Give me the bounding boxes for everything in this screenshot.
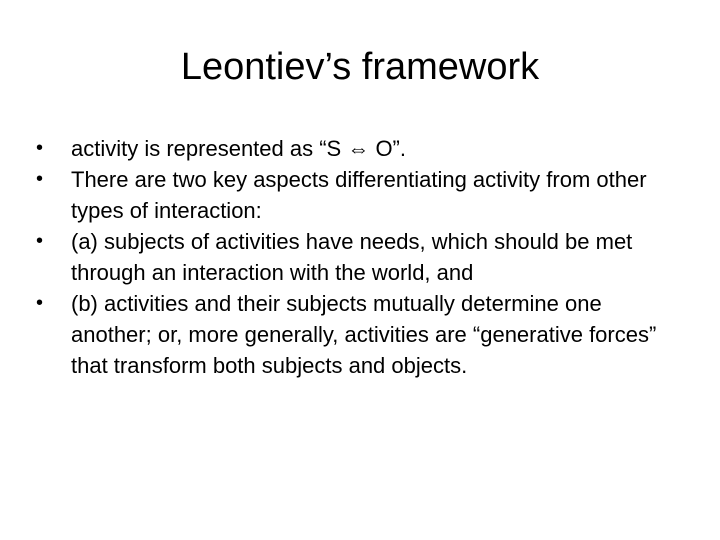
bullet-point-icon: • xyxy=(36,168,44,190)
slide-title: Leontiev’s framework xyxy=(180,46,540,88)
bullet-point-icon: • xyxy=(36,292,44,314)
bullet-point-icon: • xyxy=(36,137,44,159)
bullet-text: activity is represented as “S ⇔ O”. xyxy=(71,136,406,161)
bullet-point-icon: • xyxy=(36,230,44,252)
bullet-item xyxy=(36,226,686,288)
bullet-item xyxy=(36,133,686,164)
bullet-text: (b) activities and their subjects mutually determine one another; or, more generally, activities are “generative forces” that transform both subjects and objects. xyxy=(71,291,657,378)
bullet-text: There are two key aspects differentiating activity from other types of interaction: xyxy=(71,167,647,223)
bullet-item xyxy=(36,288,686,381)
bullet-text: (a) subjects of activities have needs, which should be met through an interaction with the world, and xyxy=(71,229,633,285)
bullet-list xyxy=(36,133,686,381)
bullet-item xyxy=(36,164,686,226)
